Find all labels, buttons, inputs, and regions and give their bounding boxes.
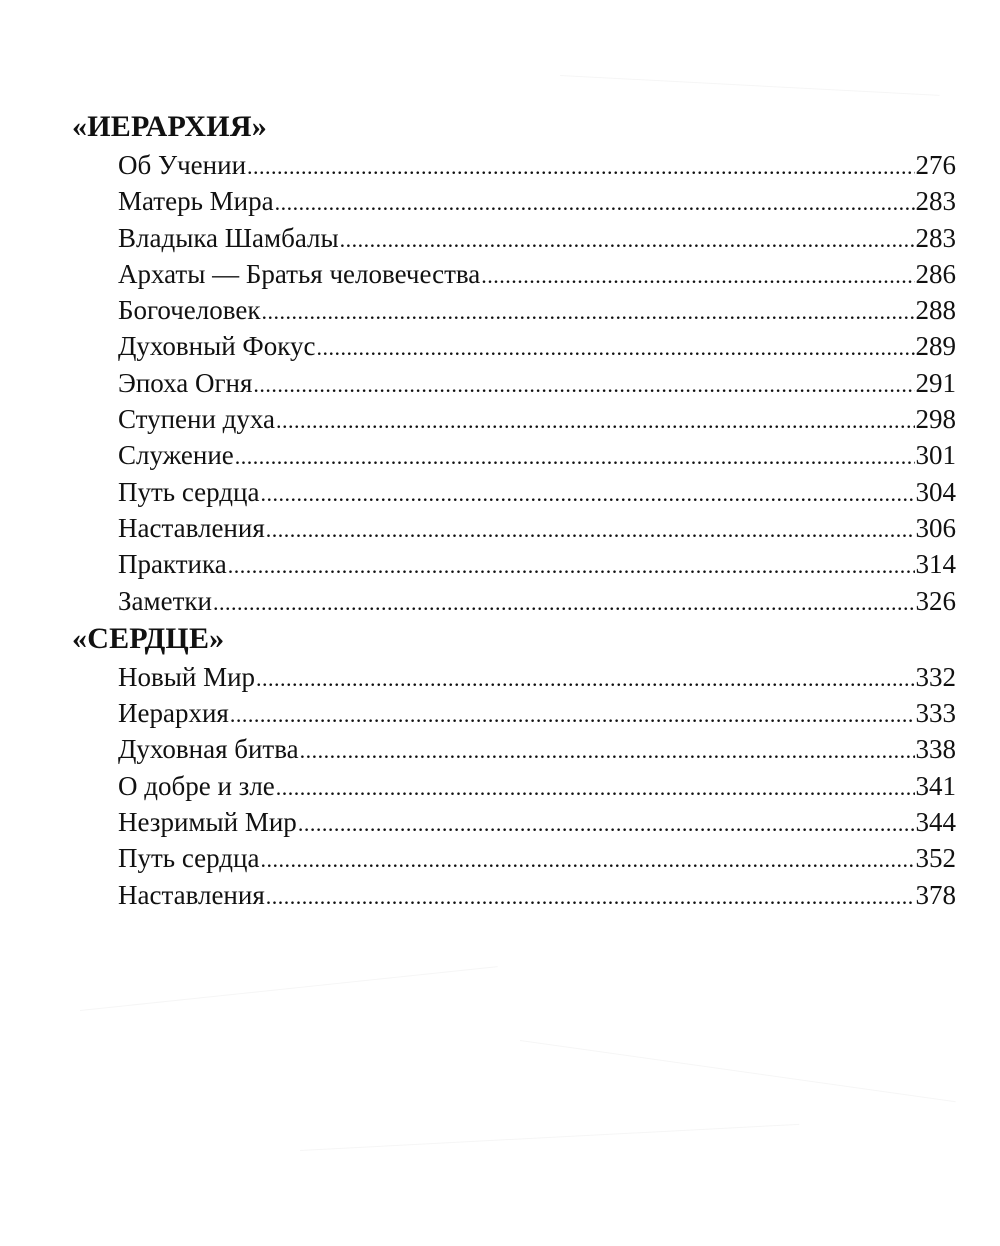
entry-page-number: 301: [915, 440, 956, 471]
entry-page-number: 291: [915, 367, 956, 398]
toc-entry: [118, 840, 962, 876]
toc-section-heart: [72, 619, 962, 913]
entry-page-number: 288: [915, 295, 956, 326]
dot-leader: [230, 697, 915, 733]
toc-entry: [118, 695, 962, 731]
entry-page-number: 332: [915, 661, 956, 692]
dot-leader: [235, 439, 915, 475]
dot-leader: [276, 403, 914, 439]
entry-title: Матерь Мира: [118, 186, 274, 217]
toc-entry: [118, 804, 962, 840]
dot-leader: [276, 770, 915, 806]
entry-title: Новый Мир: [118, 661, 256, 692]
entry-list: [72, 659, 962, 913]
dot-leader: [481, 258, 914, 294]
toc-entry: [118, 583, 962, 619]
dot-leader: [253, 367, 914, 403]
dot-leader: [298, 806, 915, 842]
toc-entry: [118, 328, 962, 364]
entry-page-number: 333: [915, 698, 956, 729]
scan-texture: [80, 966, 498, 1011]
entry-title: Путь сердца: [118, 843, 260, 874]
entry-page-number: 338: [915, 734, 956, 765]
dot-leader: [300, 733, 915, 769]
entry-title: Практика: [118, 549, 227, 580]
entry-title: Иерархия: [118, 698, 229, 729]
entry-title: Эпоха Огня: [118, 367, 253, 398]
dot-leader: [340, 222, 915, 258]
entry-list: [72, 147, 962, 619]
entry-title: Об Учении: [118, 150, 247, 180]
entry-page-number: 304: [915, 476, 956, 507]
entry-page-number: 341: [915, 770, 956, 801]
toc-entry: [118, 147, 962, 183]
toc-entry: [118, 877, 962, 913]
entry-page-number: 378: [915, 879, 956, 910]
toc-entry: [118, 768, 962, 804]
dot-leader: [256, 661, 914, 697]
toc-entry: [118, 183, 962, 219]
dot-leader: [316, 330, 914, 366]
dot-leader: [266, 512, 915, 548]
entry-title: Незримый Мир: [118, 807, 297, 838]
entry-page-number: 352: [915, 843, 956, 874]
dot-leader: [275, 185, 915, 221]
scan-texture: [300, 1124, 799, 1151]
entry-page-number: 344: [915, 807, 956, 838]
dot-leader: [261, 294, 914, 330]
entry-title: Путь сердца: [118, 476, 260, 507]
dot-leader: [260, 476, 914, 512]
section-title: «ИЕРАРХИЯ»: [72, 110, 267, 143]
entry-title: Служение: [118, 440, 234, 471]
entry-title: Духовная битва: [118, 734, 299, 765]
toc-entry: [118, 220, 962, 256]
toc-entry: [118, 659, 962, 695]
scan-texture: [560, 75, 940, 96]
entry-title: Заметки: [118, 585, 212, 616]
dot-leader: [247, 149, 914, 185]
entry-page-number: 283: [915, 186, 956, 217]
toc-entry: [118, 365, 962, 401]
entry-page-number: 306: [915, 512, 956, 543]
entry-page-number: 298: [915, 404, 956, 435]
table-of-contents: [72, 107, 962, 913]
entry-page-number: 286: [915, 258, 956, 289]
entry-title: О добре и зле: [118, 770, 275, 801]
entry-title: Архаты — Братья человечества: [118, 258, 481, 289]
toc-entry: [118, 292, 962, 328]
entry-title: Ступени духа: [118, 404, 276, 435]
toc-entry: [118, 510, 962, 546]
toc-entry: [118, 256, 962, 292]
toc-section-hierarchy: [72, 107, 962, 619]
entry-page-number: 326: [915, 585, 956, 616]
entry-title: Наставления: [118, 512, 265, 543]
section-title: «СЕРДЦЕ»: [72, 621, 225, 655]
toc-entry: [118, 474, 962, 510]
entry-page-number: 276: [915, 150, 956, 180]
entry-title: Богочеловек: [118, 295, 261, 326]
toc-entry: [118, 731, 962, 767]
entry-title: Наставления: [118, 879, 265, 910]
entry-page-number: 314: [915, 549, 956, 580]
entry-page-number: 283: [915, 222, 956, 253]
entry-page-number: 289: [915, 331, 956, 362]
scan-texture: [520, 1040, 956, 1102]
entry-title: Владыка Шамбалы: [118, 222, 339, 253]
toc-entry: [118, 546, 962, 582]
dot-leader: [260, 842, 914, 878]
dot-leader: [228, 548, 915, 584]
entry-title: Духовный Фокус: [118, 331, 316, 362]
toc-entry: [118, 401, 962, 437]
toc-entry: [118, 437, 962, 473]
dot-leader: [266, 879, 915, 915]
dot-leader: [213, 585, 915, 621]
